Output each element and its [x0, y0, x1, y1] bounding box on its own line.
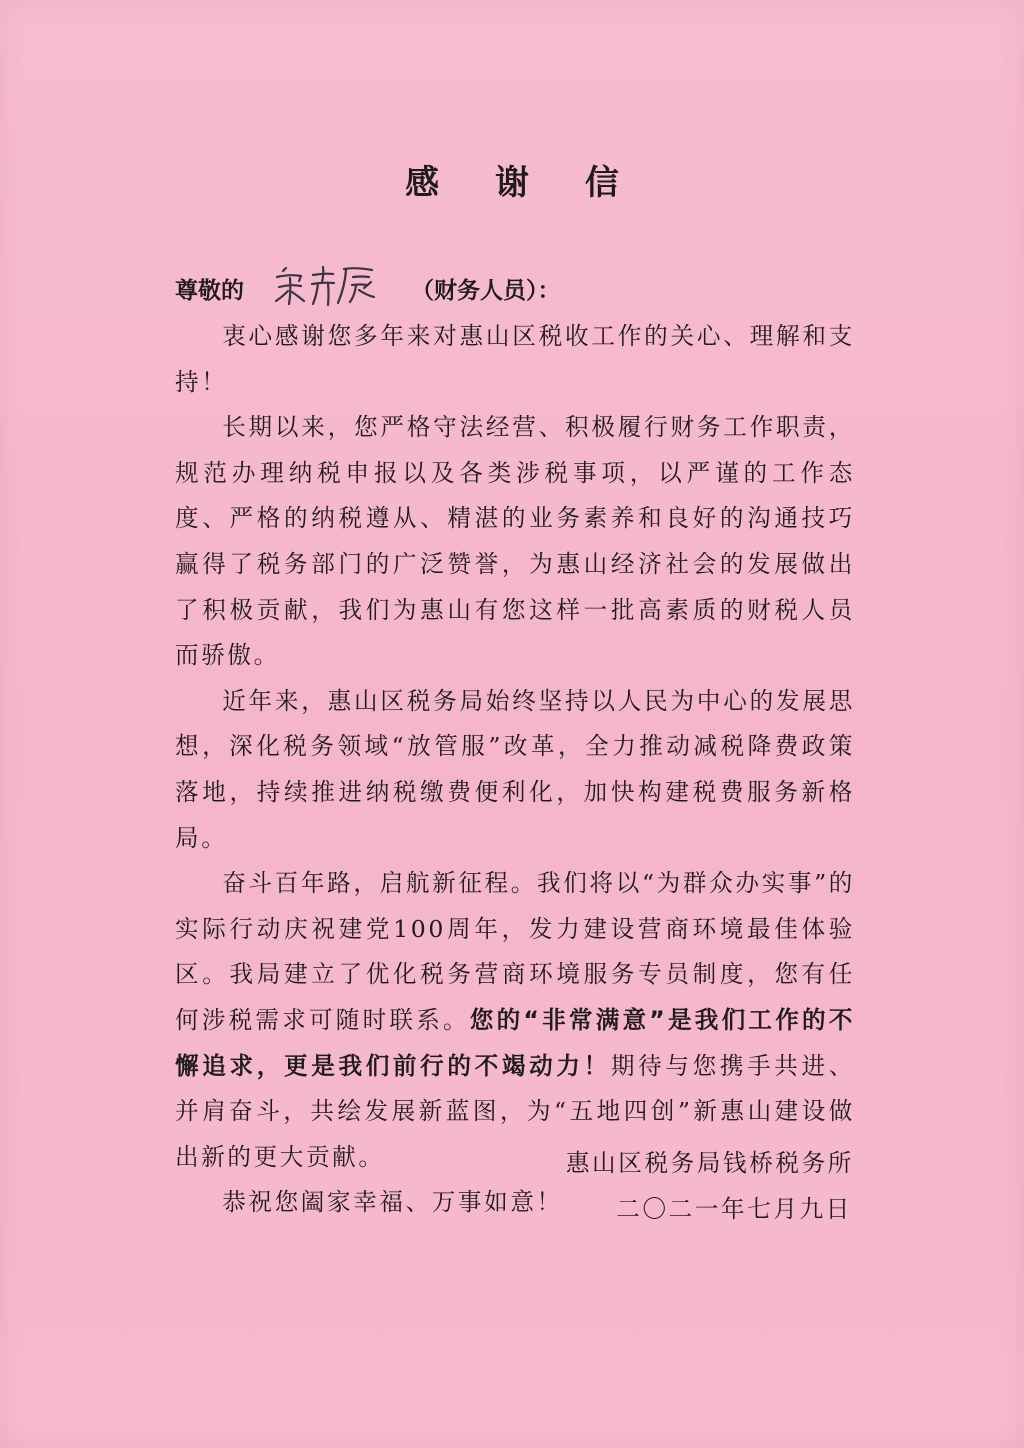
- body-paragraph: [175, 314, 855, 405]
- body-paragraph: [175, 405, 855, 679]
- letter-date: 二〇二一年七月九日: [616, 1195, 852, 1223]
- body-paragraph: [175, 679, 855, 861]
- recipient-handwritten-name: [270, 262, 390, 308]
- sender-organization: 惠山区税务局钱桥税务所: [565, 1149, 854, 1177]
- salutation-line: [175, 268, 875, 308]
- letter-title: 感 谢 信: [405, 163, 641, 203]
- emphasis-text: 您的“非常满意”是我们工作的不懈追求，更是我们前行的不竭动力！: [175, 1005, 855, 1080]
- recipient-role: （财务人员）：: [411, 278, 561, 304]
- body-text-run: 奋斗百年路，启航新征程。我们将以“为群众办实事”的实际行动庆祝建党100周年，发力建设营商环境最佳体验区。我局建立了优化税务营商环境服务专员制度，您有任何涉税需求可随时联系。: [175, 869, 855, 1034]
- salutation-prefix: 尊敬的: [175, 278, 244, 304]
- body-text-run: 衷心感谢您多年来对惠山区税收工作的关心、理解和支持！: [175, 322, 855, 396]
- body-text-run: 近年来，惠山区税务局始终坚持以人民为中心的发展思想，深化税务领域“放管服”改革，全力推动减税降费政策落地，持续推进纳税缴费便利化，加快构建税费服务新格局。: [175, 686, 855, 852]
- body-text-run: 长期以来，您严格守法经营、积极履行财务工作职责，规范办理纳税申报以及各类涉税事项，以严谨的工作态度、严格的纳税遵从、精湛的业务素养和良好的沟通技巧赢得了税务部门的广泛赞誉，为惠山经济社会的发展做出了积极贡献，我们为惠山有您这样一批高素质的财税人员而骄傲。: [175, 413, 855, 670]
- body-paragraph: [175, 861, 855, 1180]
- letter-body: [175, 314, 855, 1226]
- body-text-run: 期待与您携手共进、并肩奋斗，共绘发展新蓝图，为“五地四创”新惠山建设做出新的更大贡献。: [175, 1051, 855, 1171]
- closing-greeting: 恭祝您阖家幸福、万事如意！: [222, 1188, 563, 1217]
